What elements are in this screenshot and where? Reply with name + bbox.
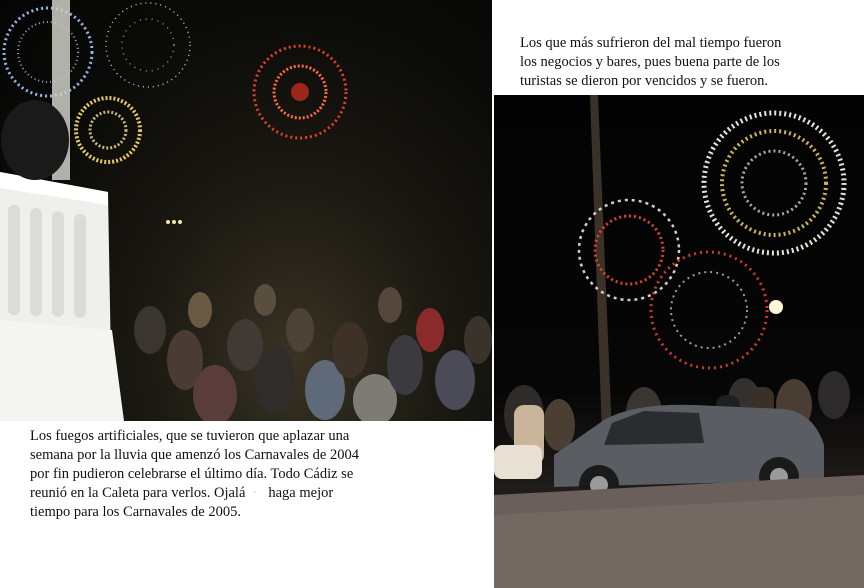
caption-bottom-text: reunió en la Caleta para verlos. Ojalá bbox=[30, 485, 246, 501]
palm-trunk bbox=[590, 95, 612, 435]
street-lamp bbox=[769, 300, 783, 314]
distant-light bbox=[166, 220, 170, 224]
caption-bottom-text: haga mejor bbox=[268, 485, 334, 501]
distant-light bbox=[178, 220, 182, 224]
caption-top-line: Los que más sufrieron del mal tiempo fueron bbox=[520, 35, 782, 51]
fireworks-street-illustration bbox=[494, 95, 864, 588]
caption-bottom-line bbox=[30, 484, 450, 503]
caption-top bbox=[520, 34, 850, 91]
white-firework bbox=[106, 3, 190, 87]
caption-bottom-line: por fin pudieron celebrarse el último día. Todo Cádiz se bbox=[30, 466, 354, 482]
red-firework bbox=[254, 46, 346, 138]
distant-light bbox=[172, 220, 176, 224]
caption-bottom-line: Los fuegos artificiales, que se tuvieron que aplazar una bbox=[30, 428, 350, 444]
fireworks-street-photo bbox=[494, 95, 864, 588]
faint-smudge: · bbox=[249, 485, 265, 501]
gold-firework bbox=[76, 98, 140, 162]
white-balustrade bbox=[0, 172, 124, 421]
fireworks-crowd-illustration bbox=[0, 0, 492, 421]
fireworks-crowd-photo bbox=[0, 0, 492, 421]
caption-bottom bbox=[30, 427, 450, 522]
scooter bbox=[494, 445, 542, 479]
caption-bottom-line: semana por la lluvia que amenzó los Carnavales de 2004 bbox=[30, 447, 359, 463]
white-gold-firework bbox=[704, 113, 844, 253]
caption-bottom-line: tiempo para los Carnavales de 2005. bbox=[30, 504, 241, 520]
caption-top-line: turistas se dieron por vencidos y se fueron. bbox=[520, 73, 769, 89]
caption-top-line: los negocios y bares, pues buena parte de los bbox=[520, 54, 780, 70]
blue-firework bbox=[4, 8, 92, 96]
